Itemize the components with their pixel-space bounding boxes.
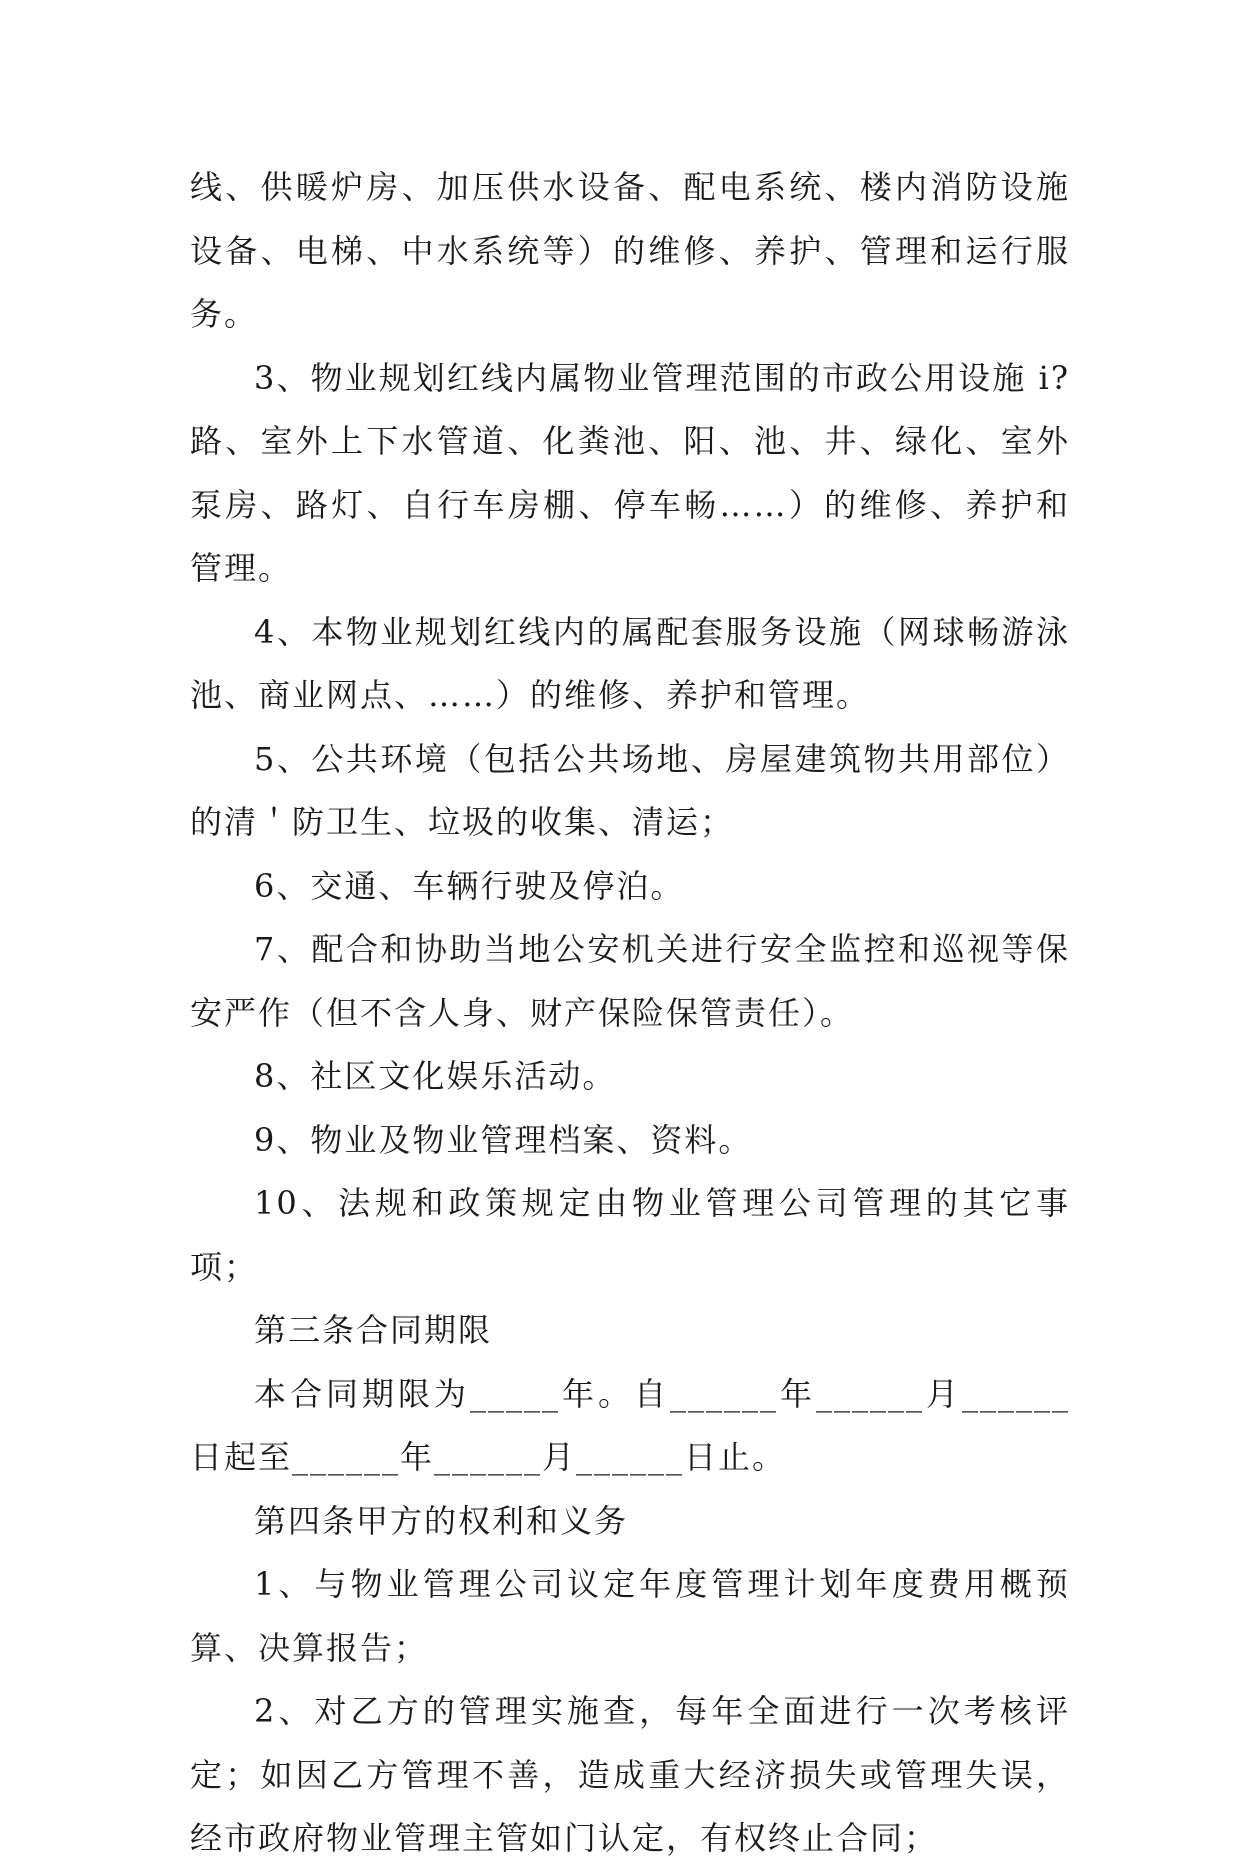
paragraph-party-a-item-1: 1、与物业管理公司议定年度管理计划年度费用概预算、决算报告； [190,1565,1070,1667]
section-heading-article-4: 第四条甲方的权利和义务 [254,1501,629,1540]
document-page [190,156,1070,1871]
paragraph-continuation: 线、供暖炉房、加压供水设备、配电系统、楼内消防设施设备、电梯、中水系统等）的维修、养护、管理和运行服务。 [190,168,1070,333]
paragraph-item-9: 9、物业及物业管理档案、资料。 [254,1120,753,1159]
paragraph-item-10: 10、法规和政策规定由物业管理公司管理的其它事项； [190,1184,1070,1286]
paragraph-item-6: 6、交通、车辆行驶及停泊。 [254,866,685,905]
paragraph-item-5: 5、公共环境（包括公共场地、房屋建筑物共用部位）的清＇防卫生、垃圾的收集、清运； [190,739,1070,841]
paragraph-item-4: 4、本物业规划红线内的属配套服务设施（网球畅游泳池、商业网点、……）的维修、养护和管理。 [190,612,1070,714]
paragraph-contract-term: 本合同期限为_____年。自______年______月______日起至______年______月______日止。 [190,1374,1070,1476]
paragraph-item-8: 8、社区文化娱乐活动。 [254,1057,617,1095]
paragraph-item-7: 7、配合和协助当地公安机关进行安全监控和巡视等保安严作（但不含人身、财产保险保管责任）。 [190,930,1070,1032]
section-heading-article-3: 第三条合同期限 [254,1311,493,1349]
paragraph-party-a-item-2: 2、对乙方的管理实施查，每年全面进行一次考核评定；如因乙方管理不善，造成重大经济损失或管理失误，经市政府物业管理主管如门认定，有权终止合同； [190,1692,1070,1857]
paragraph-item-3: 3、物业规划红线内属物业管理范围的市政公用设施 i?路、室外上下水管道、化粪池、阳、池、井、绿化、室外泵房、路灯、自行车房棚、停车畅……）的维修、养护和管理。 [190,358,1070,587]
